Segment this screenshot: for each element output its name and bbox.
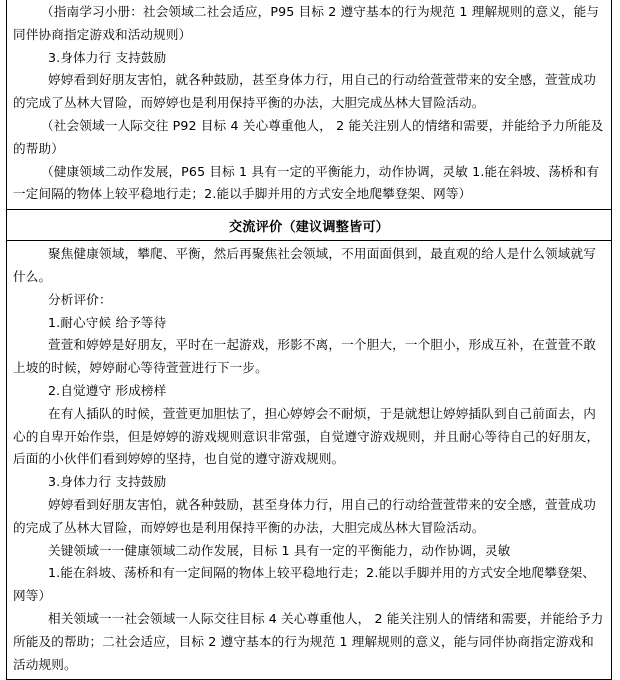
paragraph: 婷婷看到好朋友害怕，就各种鼓励，甚至身体力行，用自己的行动给萱萱带来的安全感，萱萱成功的完成了丛林大冒险，而婷婷也是利用保持平衡的办法，大胆完成丛林大冒险活动。: [13, 72, 596, 111]
paragraph: 1.能在斜坡、荡桥和有一定间隔的物体上较平稳地行走；2.能以手脚并用的方式安全地爬攀登架、网等）: [13, 565, 596, 604]
section-header: 交流评价（建议调整皆可）: [7, 210, 612, 241]
paragraph: 关键领域一一健康领域二动作发展，目标 1 具有一定的平衡能力，动作协调，灵敏: [48, 542, 511, 558]
table-row-evaluation: [7, 241, 612, 680]
paragraph: 在有人插队的时候，萱萱更加胆怯了，担心婷婷会不耐烦，于是就想让婷婷插队到自己前面去，内心的自卑开始作祟，但是婷婷的游戏规则意识非常强，自觉遵守游戏规则，并且耐心等待自己的好朋友，后面的小伙伴们看到婷婷的坚持，也自觉的遵守游戏规则。: [13, 405, 600, 467]
subheading: 2.自觉遵守 形成榜样: [48, 382, 167, 398]
observation-cell: [7, 0, 612, 210]
paragraph: 婷婷看到好朋友害怕，就各种鼓励，甚至身体力行，用自己的行动给萱萱带来的安全感，萱萱成功的完成了丛林大冒险，而婷婷也是利用保持平衡的办法，大胆完成丛林大冒险活动。: [13, 496, 596, 535]
paragraph: 聚焦健康领域，攀爬、平衡，然后再聚焦社会领域，不用面面俱到，最直观的给人是什么领域就写什么。: [13, 246, 596, 284]
evaluation-cell: [7, 241, 612, 680]
subheading: 1.耐心守候 给予等待: [48, 314, 167, 330]
subheading: 3.身体力行 支持鼓励: [48, 49, 167, 65]
subheading: 3.身体力行 支持鼓励: [48, 474, 167, 490]
table-row-header: [7, 210, 612, 241]
subheading: 分析评价：: [48, 291, 112, 307]
content-table: [6, 0, 612, 680]
paragraph: （指南学习小册：社会领域二社会适应，P95 目标 2 遵守基本的行为规范 1 理解规则的意义，能与同伴协商指定游戏和活动规则）: [13, 4, 600, 42]
table-row-observation: [7, 0, 612, 210]
paragraph: （社会领域一人际交往 P92 目标 4 关心尊重他人， 2 能关注别人的情绪和需要，并能给予力所能及的帮助）: [13, 117, 604, 156]
paragraph: 相关领域一一社会领域一人际交往目标 4 关心尊重他人， 2 能关注别人的情绪和需要，并能给予力所能及的帮助；二社会适应，目标 2 遵守基本的行为规范 1 理解规则的意义，能与同伴协商指定游戏和活动规则。: [13, 610, 604, 672]
paragraph: 萱萱和婷婷是好朋友，平时在一起游戏，形影不离，一个胆大，一个胆小，形成互补，在萱萱不敢上坡的时候，婷婷耐心等待萱萱进行下一步。: [13, 337, 596, 376]
paragraph: （健康领域二动作发展，P65 目标 1 具有一定的平衡能力，动作协调，灵敏 1.能在斜坡、荡桥和有一定间隔的物体上较平稳地行走；2.能以手脚并用的方式安全地爬攀登架、网等）: [13, 163, 600, 202]
